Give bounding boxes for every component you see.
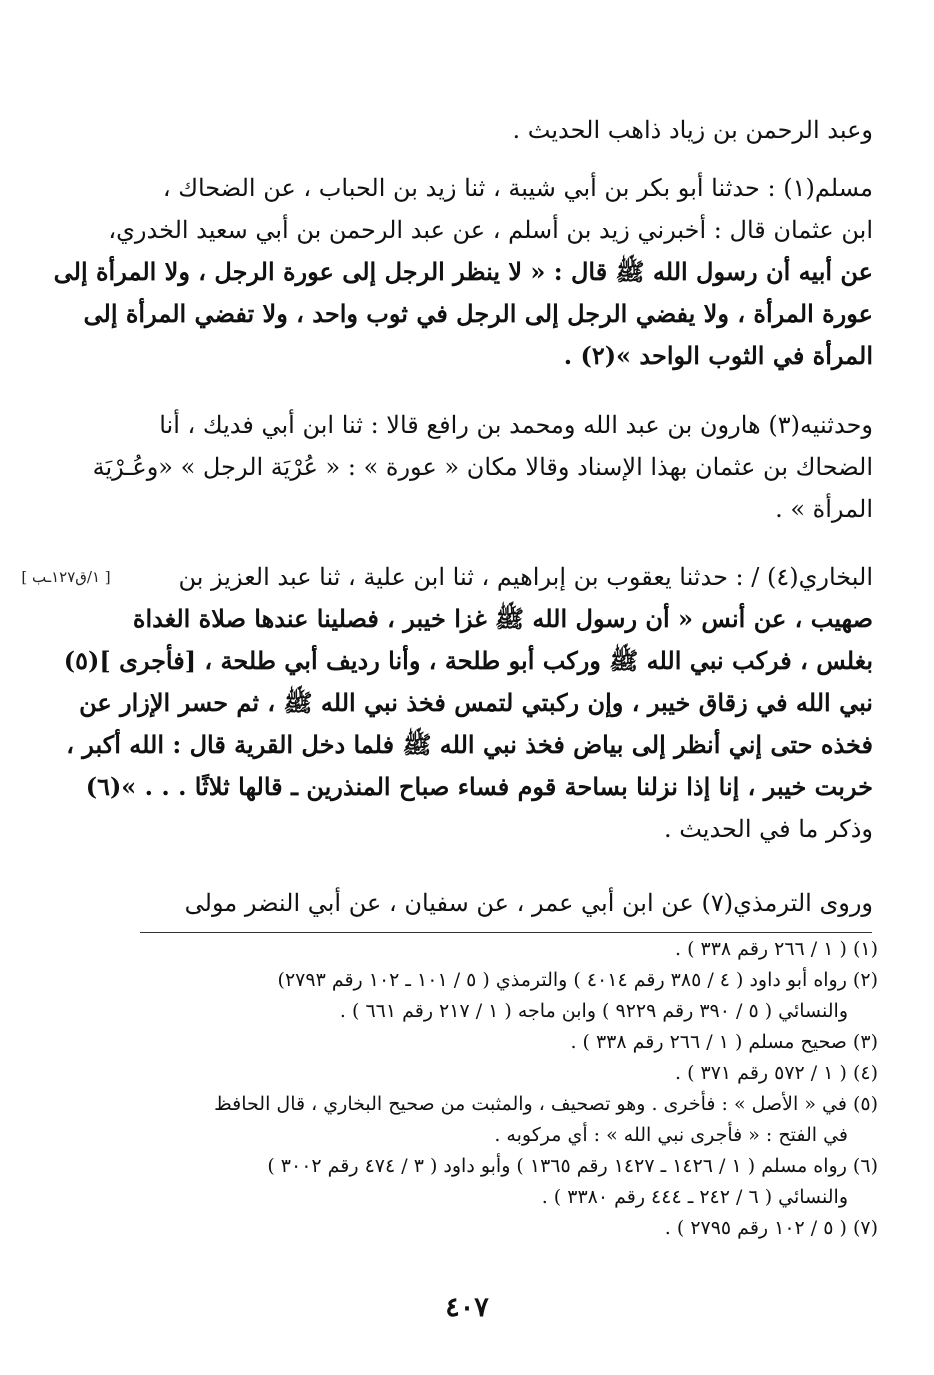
text-line: ابن عثمان قال : أخبرني زيد بن أسلم ، عن عبد الرحمن بن أبي سعيد الخدري، [108,216,873,244]
text-line: صهيب ، عن أنس « أن رسول الله ﷺ غزا خيبر ، فصلينا عندها صلاة الغداة [132,604,873,633]
text-line: خربت خيبر ، إنا إذا نزلنا بساحة قوم فساء صباح المنذرين ـ قالها ثلاثًا . . . »(٦) [85,772,873,801]
text-line: وعبد الرحمن بن زياد ذاهب الحديث . [512,116,873,144]
text-line: مسلم(١) : حدثنا أبو بكر بن أبي شيبة ، ثنا زيد بن الحباب ، عن الضحاك ، [162,174,873,202]
footnote-line: (٤) ( ١ / ٥٧٢ رقم ٣٧١ ) . [674,1062,878,1084]
text-line: البخاري(٤) / : حدثنا يعقوب بن إبراهيم ، ثنا ابن علية ، ثنا عبد العزيز بن [178,563,873,591]
text-line: نبي الله في زقاق خيبر ، وإن ركبتي لتمس فخذ نبي الله ﷺ ، ثم حسر الإزار عن [79,688,873,717]
text-line: وحدثنيه(٣) هارون بن عبد الله ومحمد بن رافع قالا : ثنا ابن أبي فديك ، أنا [159,411,873,439]
footnote-separator [140,932,872,933]
footnote-line: (٧) ( ٥ / ١٠٢ رقم ٢٧٩٥ ) . [664,1217,878,1239]
text-line: المرأة في الثوب الواحد »(٢) . [563,341,873,370]
page-number: ٤٠٧ [445,1292,489,1323]
text-line: وذكر ما في الحديث . [663,815,873,843]
footnotes [140,934,878,1244]
footnote-line: (٥) في « الأصل » : فأخرى . وهو تصحيف ، والمثبت من صحيح البخاري ، قال الحافظ [214,1093,878,1115]
text-line: بغلس ، فركب نبي الله ﷺ وركب أبو طلحة ، وأنا رديف أبي طلحة ، [فأجرى ](٥) [63,646,873,675]
footnote-line: (٦) رواه مسلم ( ١ / ١٤٢٦ ـ ١٤٢٧ رقم ١٣٦٥ ) وأبو داود ( ٣ / ٤٧٤ رقم ٣٠٠٢ ) [267,1155,878,1177]
footnote-line: (١) ( ١ / ٢٦٦ رقم ٣٣٨ ) . [674,938,878,960]
text-line: المرأة » . [775,495,873,523]
footnote-line: (٣) صحيح مسلم ( ١ / ٢٦٦ رقم ٣٣٨ ) . [570,1031,878,1053]
manuscript-folio-note: [ ١/ق١٢٧ـب ] [21,568,111,586]
paragraph-muslim [53,167,873,377]
footnote-line: في الفتح : « فأجرى نبي الله » : أي مركوبه . [494,1124,848,1146]
text-line: الضحاك بن عثمان بهذا الإسناد وقالا مكان « عورة » : « عُرْيَة الرجل » «وعُـرْيَة [92,453,873,481]
text-line: وروى الترمذي(٧) عن ابن أبي عمر ، عن سفيان ، عن أبي النضر مولى [184,889,873,917]
footnote-line: والنسائي ( ٦ / ٢٤٢ ـ ٤٤٤ رقم ٣٣٨٠ ) . [541,1186,848,1208]
footnote-line: (٢) رواه أبو داود ( ٤ / ٣٨٥ رقم ٤٠١٤ ) والترمذي ( ٥ / ١٠١ ـ ١٠٢ رقم ٢٧٩٣) [277,969,878,991]
paragraph-tirmidhi [138,882,873,924]
text-line: عن أبيه أن رسول الله ﷺ قال : « لا ينظر الرجل إلى عورة الرجل ، ولا المرأة إلى [53,257,873,286]
footnote-line: والنسائي ( ٥ / ٣٩٠ رقم ٩٢٢٩ ) وابن ماجه ( ١ / ٢١٧ رقم ٦٦١ ) . [339,1000,848,1022]
text-line: عورة المرأة ، ولا يفضي الرجل إلى الرجل في ثوب واحد ، ولا تفضي المرأة إلى [83,299,873,328]
paragraph-intro [138,109,873,151]
text-line: فخذه حتى إني أنظر إلى بياض فخذ نبي الله ﷺ فلما دخل القرية قال : الله أكبر ، [66,730,873,759]
paragraph-muslim-chain [92,404,873,530]
